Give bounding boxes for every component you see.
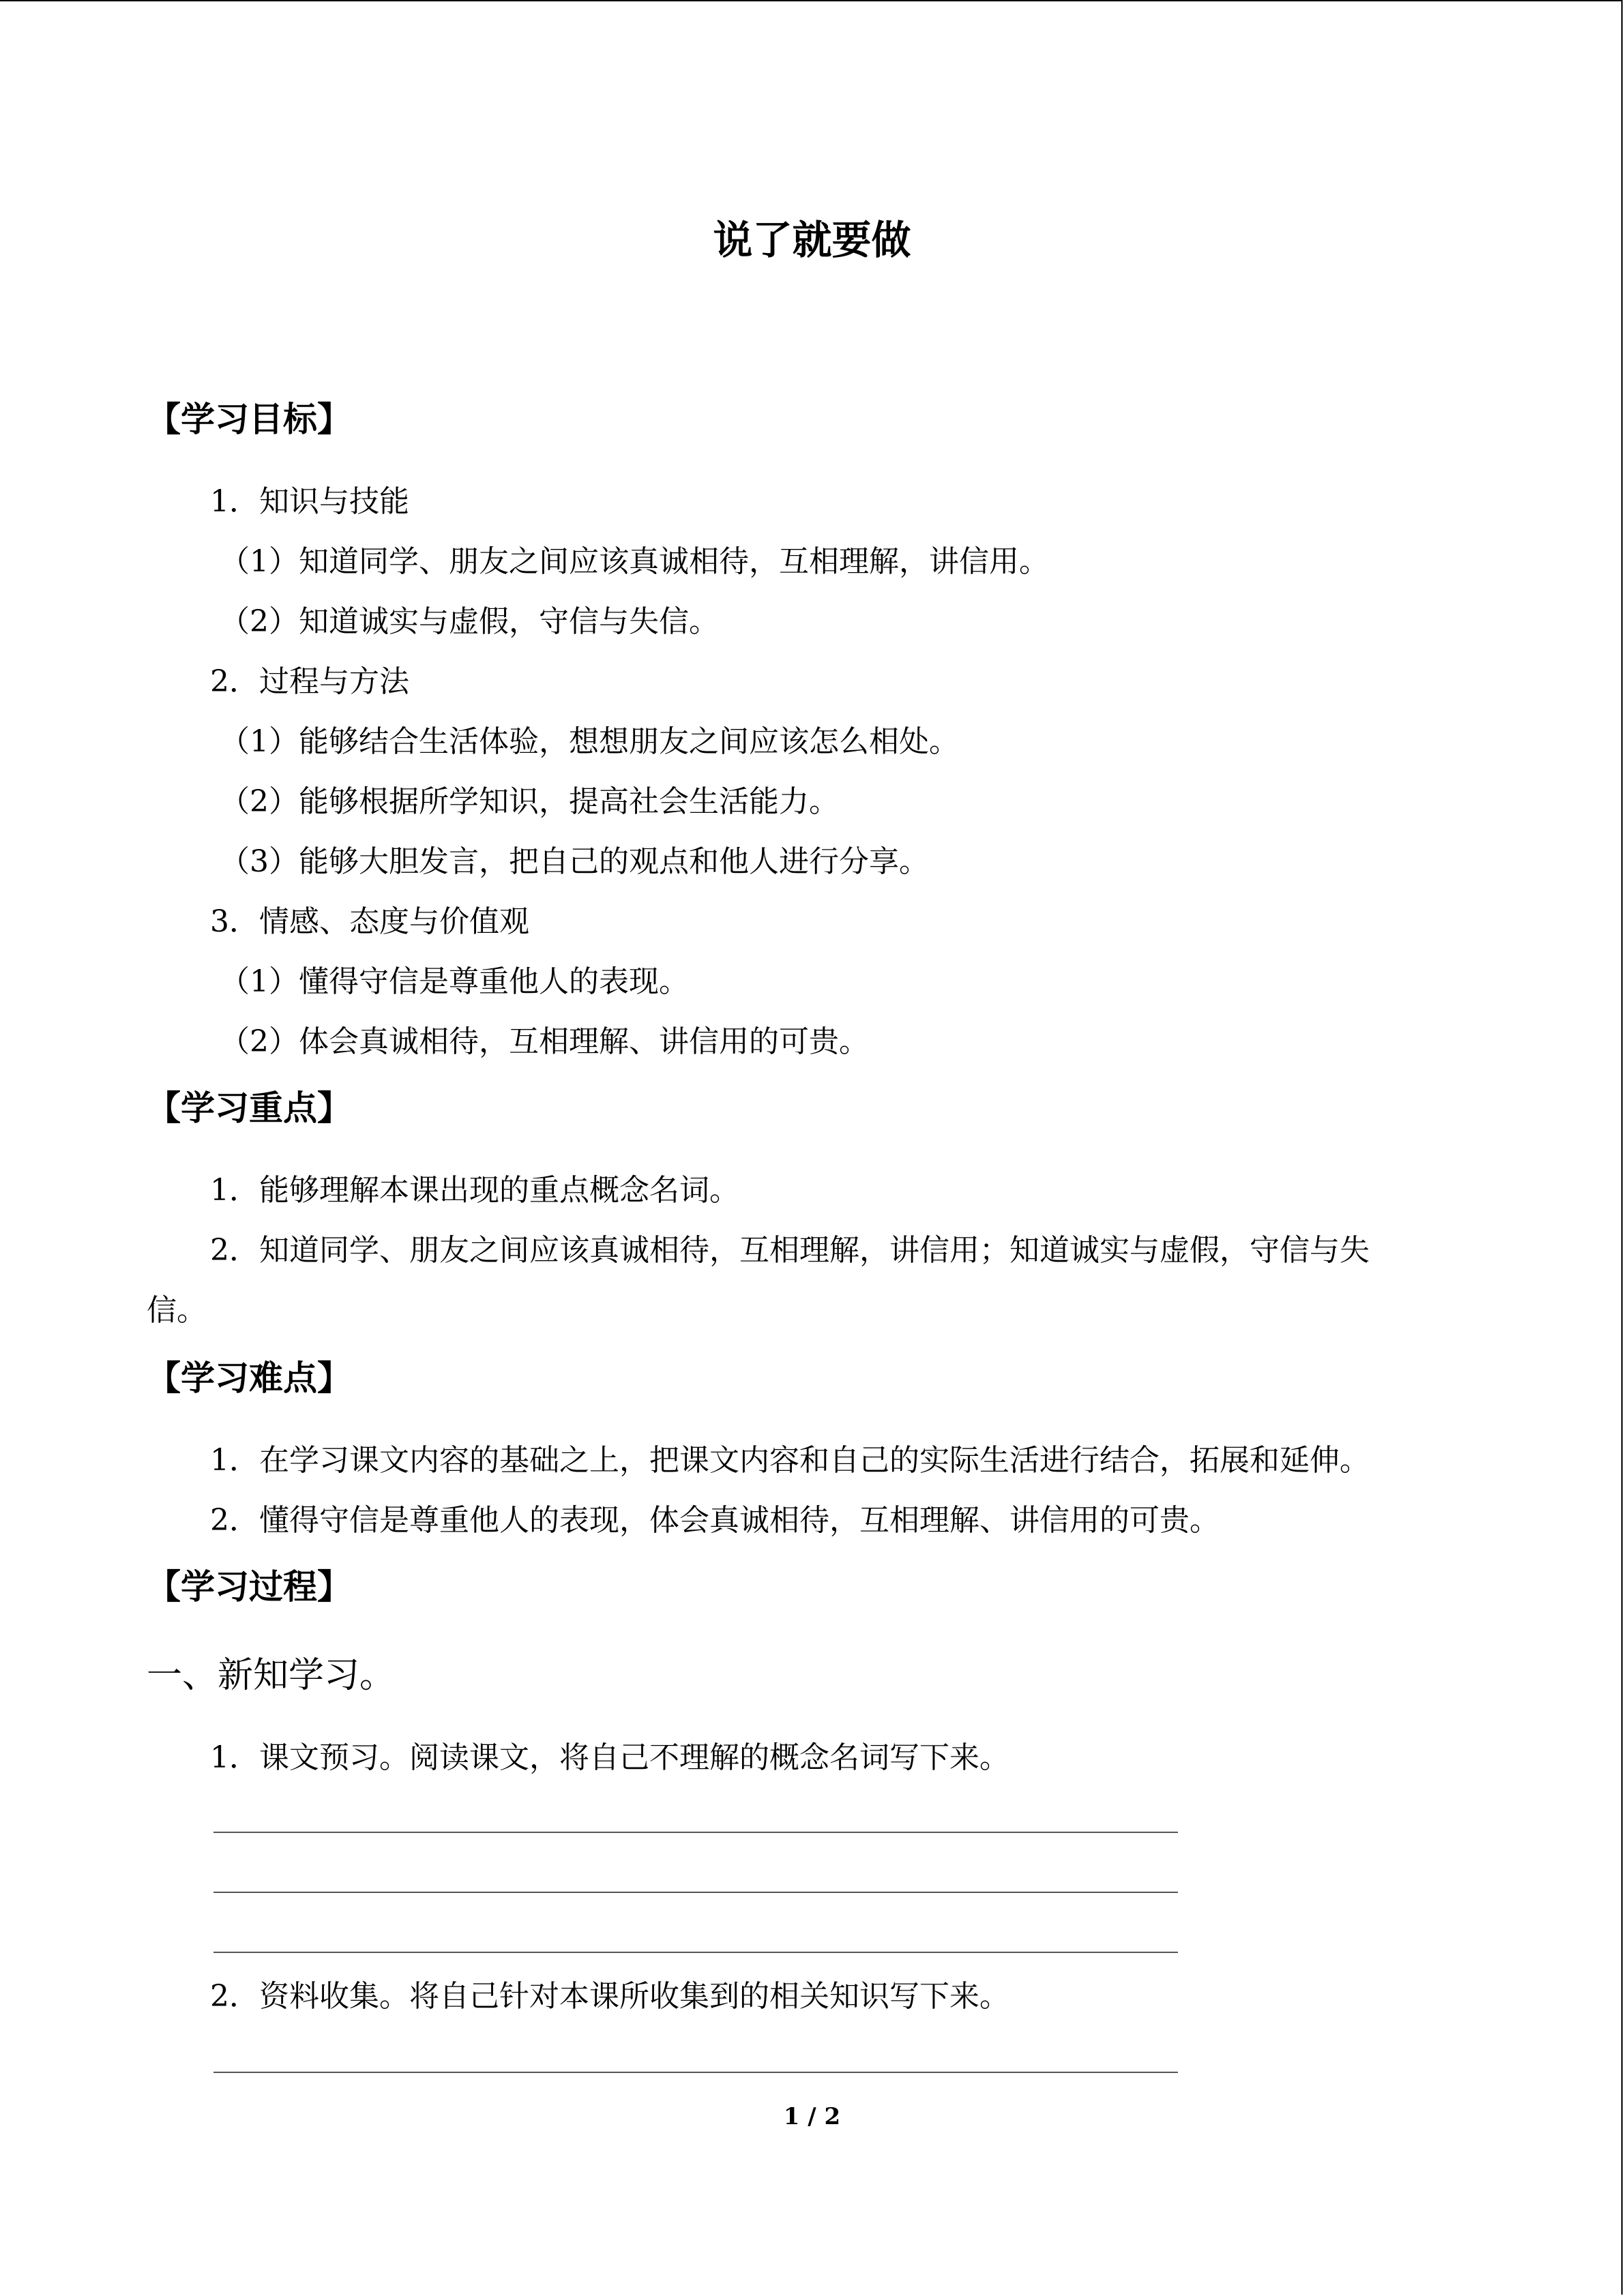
page-number: 1 / 2 [783, 2103, 841, 2130]
objective-item-1-2: （2）知道诚实与虚假，守信与失信。 [220, 604, 719, 639]
objective-item-3-2: （2）体会真诚相待，互相理解、讲信用的可贵。 [220, 1024, 869, 1059]
objective-item-2-2: （2）能够根据所学知识，提高社会生活能力。 [220, 784, 839, 819]
key-point-item-2-continued: 信。 [147, 1293, 207, 1328]
page-title: 说了就要做 [713, 217, 911, 263]
objective-item-2: 2．过程与方法 [210, 664, 409, 699]
key-point-item-1: 1．能够理解本课出现的重点概念名词。 [210, 1173, 739, 1208]
section-new-knowledge: 一、新知学习。 [147, 1655, 396, 1696]
answer-line[interactable] [213, 1832, 1178, 1833]
task-preview: 1．课文预习。阅读课文，将自己不理解的概念名词写下来。 [210, 1740, 1009, 1775]
heading-objectives: 【学习目标】 [147, 400, 351, 439]
task-collect: 2．资料收集。将自己针对本课所收集到的相关知识写下来。 [210, 1979, 1009, 2014]
answer-line[interactable] [213, 1952, 1178, 1953]
heading-key-points: 【学习重点】 [147, 1088, 351, 1128]
objective-item-1: 1．知识与技能 [210, 484, 409, 519]
objective-item-3: 3．情感、态度与价值观 [210, 904, 529, 939]
objective-item-1-1: （1）知道同学、朋友之间应该真诚相待，互相理解，讲信用。 [220, 544, 1049, 579]
heading-process: 【学习过程】 [147, 1567, 351, 1607]
answer-line[interactable] [213, 1892, 1178, 1893]
heading-difficulties: 【学习难点】 [147, 1358, 351, 1398]
difficulty-item-2: 2．懂得守信是尊重他人的表现，体会真诚相待，互相理解、讲信用的可贵。 [210, 1503, 1220, 1538]
answer-line[interactable] [213, 2072, 1178, 2073]
difficulty-item-1: 1．在学习课文内容的基础之上，把课文内容和自己的实际生活进行结合，拓展和延伸。 [210, 1443, 1370, 1478]
objective-item-2-3: （3）能够大胆发言，把自己的观点和他人进行分享。 [220, 844, 929, 879]
objective-item-2-1: （1）能够结合生活体验，想想朋友之间应该怎么相处。 [220, 724, 959, 759]
key-point-item-2: 2．知道同学、朋友之间应该真诚相待，互相理解，讲信用；知道诚实与虚假，守信与失 [210, 1233, 1370, 1268]
objective-item-3-1: （1）懂得守信是尊重他人的表现。 [220, 964, 689, 999]
